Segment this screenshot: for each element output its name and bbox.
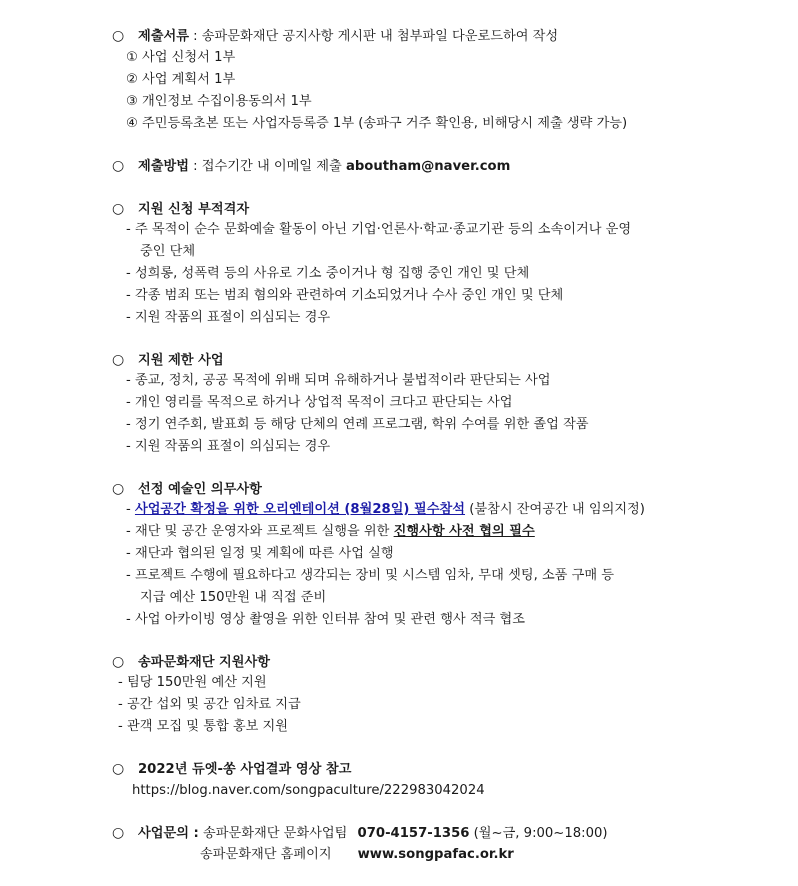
list-item: - 정기 연주회, 발표회 등 해당 단체의 연례 프로그램, 학위 수여를 위한 졸업 작품 bbox=[126, 417, 589, 432]
circle-bullet: ○ bbox=[112, 28, 125, 44]
orientation-link[interactable]: 사업공간 확정을 위한 오리엔테이션 (8월28일) 필수참석 bbox=[134, 502, 466, 517]
homepage-row bbox=[200, 845, 514, 865]
circle-bullet: ○ bbox=[112, 654, 125, 670]
section-obligations-header bbox=[112, 479, 262, 500]
list-item: - 사업 아카이빙 영상 촬영을 위한 인터뷰 참여 및 관련 행사 적극 협조 bbox=[126, 612, 526, 627]
list-item: 지급 예산 150만원 내 직접 준비 bbox=[140, 590, 327, 605]
list-item: - 각종 범죄 또는 범죄 혐의와 관련하여 기소되었거나 수사 중인 개인 및 단체 bbox=[126, 288, 564, 303]
item-emphasis: 진행사항 사전 협의 필수 bbox=[393, 524, 535, 539]
inquiry-org: 송파문화재단 문화사업팀 bbox=[198, 826, 352, 841]
list-item: ① 사업 신청서 1부 bbox=[126, 50, 236, 65]
section-title: 선정 예술인 의무사항 bbox=[138, 482, 262, 497]
office-hours: (월~금, 9:00~18:00) bbox=[469, 826, 608, 841]
video-url-link[interactable]: https://blog.naver.com/songpaculture/222983042024 bbox=[132, 783, 485, 798]
homepage-label: 송파문화재단 홈페이지 bbox=[200, 847, 332, 862]
section-title: 제출서류 bbox=[138, 29, 189, 44]
item-rest: (불참시 잔여공간 내 임의지정) bbox=[465, 502, 645, 517]
section-video-header bbox=[112, 759, 351, 780]
circle-bullet: ○ bbox=[112, 158, 125, 174]
list-item: ② 사업 계획서 1부 bbox=[126, 72, 236, 87]
circle-bullet: ○ bbox=[112, 481, 125, 497]
homepage-link[interactable]: www.songpafac.or.kr bbox=[357, 847, 514, 862]
section-submit-docs-header bbox=[112, 26, 558, 47]
list-item-consult bbox=[126, 522, 535, 542]
list-item: - 지원 작품의 표절이 의심되는 경우 bbox=[126, 310, 331, 325]
list-item-orientation bbox=[126, 500, 645, 520]
list-item: - 공간 섭외 및 공간 임차료 지급 bbox=[118, 697, 301, 712]
section-title: 제출방법 bbox=[138, 159, 189, 174]
section-title: 지원 제한 사업 bbox=[138, 353, 224, 368]
section-restricted-header bbox=[112, 350, 224, 371]
list-item: ④ 주민등록초본 또는 사업자등록증 1부 (송파구 거주 확인용, 비해당시 제출 생략 가능) bbox=[126, 116, 628, 131]
circle-bullet: ○ bbox=[112, 761, 125, 777]
list-item: - 종교, 정치, 공공 목적에 위배 되며 유해하거나 불법적이라 판단되는 사업 bbox=[126, 373, 551, 388]
dash: - bbox=[126, 502, 135, 517]
list-item: - 프로젝트 수행에 필요하다고 생각되는 장비 및 시스템 임차, 무대 셋팅, 소품 구매 등 bbox=[126, 568, 615, 583]
list-item: ③ 개인정보 수집이용동의서 1부 bbox=[126, 94, 312, 109]
section-ineligible-header bbox=[112, 199, 249, 220]
list-item: - 개인 영리를 목적으로 하거나 상업적 목적이 크다고 판단되는 사업 bbox=[126, 395, 513, 410]
circle-bullet: ○ bbox=[112, 825, 125, 841]
list-item: - 지원 작품의 표절이 의심되는 경우 bbox=[126, 439, 331, 454]
section-title: 지원 신청 부적격자 bbox=[138, 202, 250, 217]
list-item: - 주 목적이 순수 문화예술 활동이 아닌 기업·언론사·학교·종교기관 등의 소속이거나 운영 bbox=[126, 222, 632, 237]
section-desc: : 송파문화재단 공지사항 게시판 내 첨부파일 다운로드하여 작성 bbox=[188, 29, 559, 44]
item-text: - 재단 및 공간 운영자와 프로젝트 실행을 위한 bbox=[126, 524, 394, 539]
phone-number: 070-4157-1356 bbox=[357, 826, 470, 841]
section-submit-method-header bbox=[112, 156, 510, 177]
section-desc: : 접수기간 내 이메일 제출 bbox=[188, 159, 346, 174]
list-item: 중인 단체 bbox=[140, 244, 196, 259]
circle-bullet: ○ bbox=[112, 352, 125, 368]
section-support-header bbox=[112, 652, 270, 673]
circle-bullet: ○ bbox=[112, 201, 125, 217]
email-link[interactable]: aboutham@naver.com bbox=[345, 159, 511, 174]
section-title: 사업문의 : bbox=[138, 826, 199, 841]
list-item: - 팀당 150만원 예산 지원 bbox=[118, 675, 267, 690]
list-item: - 성희롱, 성폭력 등의 사유로 기소 중이거나 형 집행 중인 개인 및 단체 bbox=[126, 266, 530, 281]
section-title: 2022년 듀엣-쏭 사업결과 영상 참고 bbox=[138, 762, 352, 777]
section-title: 송파문화재단 지원사항 bbox=[138, 655, 270, 670]
list-item: - 재단과 협의된 일정 및 계획에 따른 사업 실행 bbox=[126, 546, 394, 561]
section-inquiry-header bbox=[112, 823, 608, 844]
list-item: - 관객 모집 및 통합 홍보 지원 bbox=[118, 719, 289, 734]
